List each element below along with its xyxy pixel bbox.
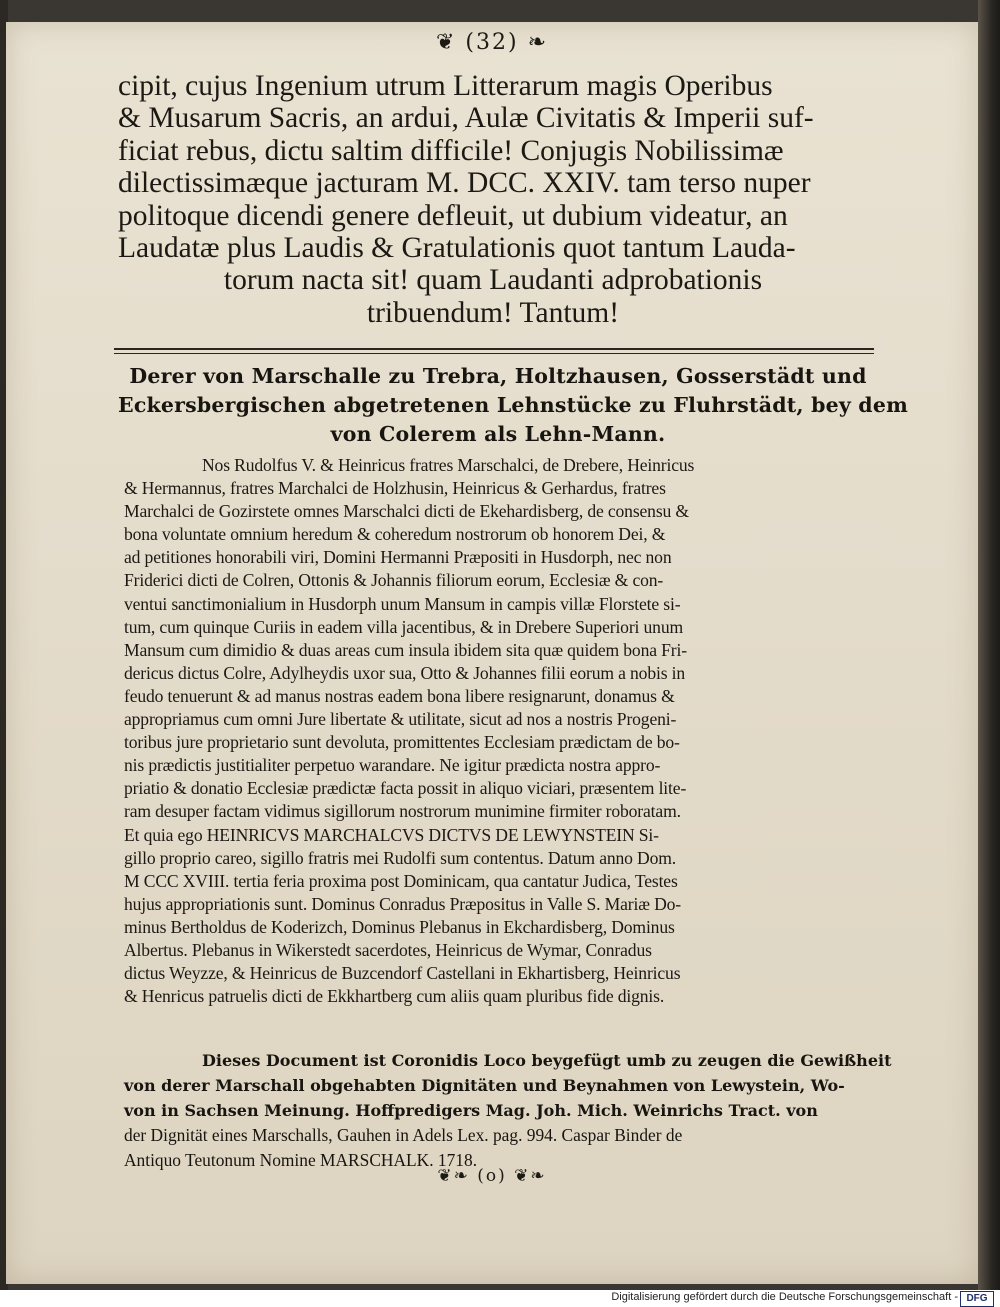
heading-line: Derer von Marschalle zu Trebra, Holtzhausen, Gosserstädt und — [129, 364, 867, 388]
text-line: priatio & donatio Ecclesiæ prædictæ facta possit in aliquo viciari, præsentem lite- — [124, 778, 687, 799]
text-line: dericus dictus Colre, Adylheydis uxor sua, Otto & Johannes filii eorum a nobis in — [124, 662, 686, 683]
page-header — [6, 30, 978, 55]
text-line: Dieses Document ist Coronidis Loco beygefügt umb zu zeugen die Gewißheit — [202, 1051, 892, 1070]
text-line: hujus appropriationis sunt. Dominus Conradus Præpositus in Valle S. Mariæ Do- — [124, 893, 681, 914]
fraktur-heading — [118, 362, 908, 449]
text-line: cipit, cujus Ingenium utrum Litterarum magis Operibus — [118, 70, 773, 102]
text-line: Antiquo Teutonum Nomine MARSCHALK. 1718. — [124, 1150, 478, 1170]
text-line: minus Bertholdus de Koderizch, Dominus Plebanus in Ekchardisberg, Dominus — [124, 916, 675, 937]
text-line: ram desuper factam vidimus sigillorum nostrorum munimine firmiter roboratam. — [124, 801, 681, 822]
page-number: (32) — [465, 30, 519, 55]
text-line: appropriamus cum omni Jure libertate & utilitate, sicut ad nos a nostris Progeni- — [124, 709, 677, 730]
end-ornament: ❦❧ (o) ❦❧ — [437, 1166, 547, 1186]
text-line: dictus Weyzze, & Heinricus de Buzcendorf Castellani in Ekhartisberg, Heinricus — [124, 963, 681, 984]
text-line: Albertus. Plebanus in Wikerstedt sacerdotes, Heinricus de Wymar, Conradus — [124, 939, 652, 960]
text-line: Laudatæ plus Laudis & Gratulationis quot tantum Lauda- — [118, 232, 796, 265]
section-divider-thin — [114, 353, 874, 354]
text-line: Et quia ego HEINRICVS MARCHALCVS DICTVS DE LEWYNSTEIN Si- — [124, 824, 659, 845]
text-line: torum nacta sit! quam Laudanti adprobationis — [223, 264, 763, 297]
ornament-right-icon: ❧ — [527, 30, 549, 55]
text-line: Mansum cum dimidio & duas areas cum insula ibidem sita quæ quidem bona Fri- — [124, 639, 687, 660]
footer-credit: Digitalisierung gefördert durch die Deutsche Forschungsgemeinschaft - — [611, 1291, 958, 1303]
text-line: M CCC XVIII. tertia feria proxima post Dominicam, qua cantatur Judica, Testes — [124, 870, 678, 891]
section-divider — [114, 348, 874, 350]
text-line: & Henricus patruelis dicti de Ekkhartberg cum aliis quam pluribus fide dignis. — [124, 986, 665, 1007]
text-line: ad petitiones honorabili viri, Domini Hermanni Præpositi in Husdorph, nec non — [124, 547, 672, 568]
text-line: tum, cum quinque Curiis in eadem villa jacentibus, & in Drebere Superiori unum — [124, 616, 683, 637]
digitization-footer — [0, 1290, 1000, 1307]
text-line: dilectissimæque jacturam M. DCC. XXIV. tam terso nuper — [118, 167, 811, 200]
text-line: feudo tenuerunt & ad manus nostras eadem bona libere resignarunt, donamus & — [124, 685, 675, 706]
charter-text — [124, 454, 888, 1008]
text-line: ventui sanctimonialium in Husdorph unum Mansum in campis villæ Florstete si- — [124, 593, 681, 614]
book-page — [6, 22, 978, 1284]
text-line: politoque dicendi genere defleuit, ut dubium videatur, an — [118, 199, 788, 232]
text-line: & Hermannus, fratres Marchalci de Holzhusin, Heinricus & Gerhardus, fratres — [124, 478, 666, 499]
dfg-logo: DFG — [960, 1291, 994, 1307]
text-line: gillo proprio careo, sigillo fratris mei Rudolfi sum contentus. Datum anno Dom. — [124, 847, 677, 868]
heading-line: von Colerem als Lehn-Mann. — [330, 422, 666, 446]
text-line: Friderici dicti de Colren, Ottonis & Johannis filiorum eorum, Ecclesiæ & con- — [124, 570, 664, 591]
text-line: der Dignität eines Marschalls, Gauhen in Adels Lex. pag. 994. Caspar Binder de — [124, 1125, 683, 1145]
text-line: bona voluntate omnium heredum & coheredum nostrorum ob honorem Dei, & — [124, 524, 666, 545]
german-note — [124, 1048, 896, 1173]
text-line: nis prædictis justitialiter perpetuo warandare. Ne igitur prædicta nostra appro- — [124, 755, 661, 776]
text-line: von derer Marschall obgehabten Dignitäten und Beynahmen von Lewystein, Wo- — [124, 1076, 845, 1095]
text-line: von in Sachsen Meinung. Hoffpredigers Mag. Joh. Mich. Weinrichs Tract. von — [124, 1101, 818, 1120]
heading-line: Eckersbergischen abgetretenen Lehnstücke zu Fluhrstädt, bey dem — [118, 393, 908, 417]
binding-edge-right — [978, 0, 1000, 1290]
latin-intro-paragraph — [118, 70, 868, 329]
ornament-left-icon: ❦ — [435, 30, 457, 55]
text-line: Marchalci de Gozirstete omnes Marschalci dicti de Ekehardisberg, de consensu & — [124, 501, 689, 522]
text-line: & Musarum Sacris, an ardui, Aulæ Civitatis & Imperii suf- — [118, 102, 814, 135]
text-line: tribuendum! Tantum! — [366, 296, 620, 329]
text-line: ficiat rebus, dictu saltim difficile! Conjugis Nobilissimæ — [118, 134, 784, 167]
text-line: Nos Rudolfus V. & Heinricus fratres Marschalci, de Drebere, Heinricus — [202, 455, 695, 475]
text-line: toribus jure proprietario sunt devoluta, promittentes Ecclesiam prædictam de bo- — [124, 732, 680, 753]
